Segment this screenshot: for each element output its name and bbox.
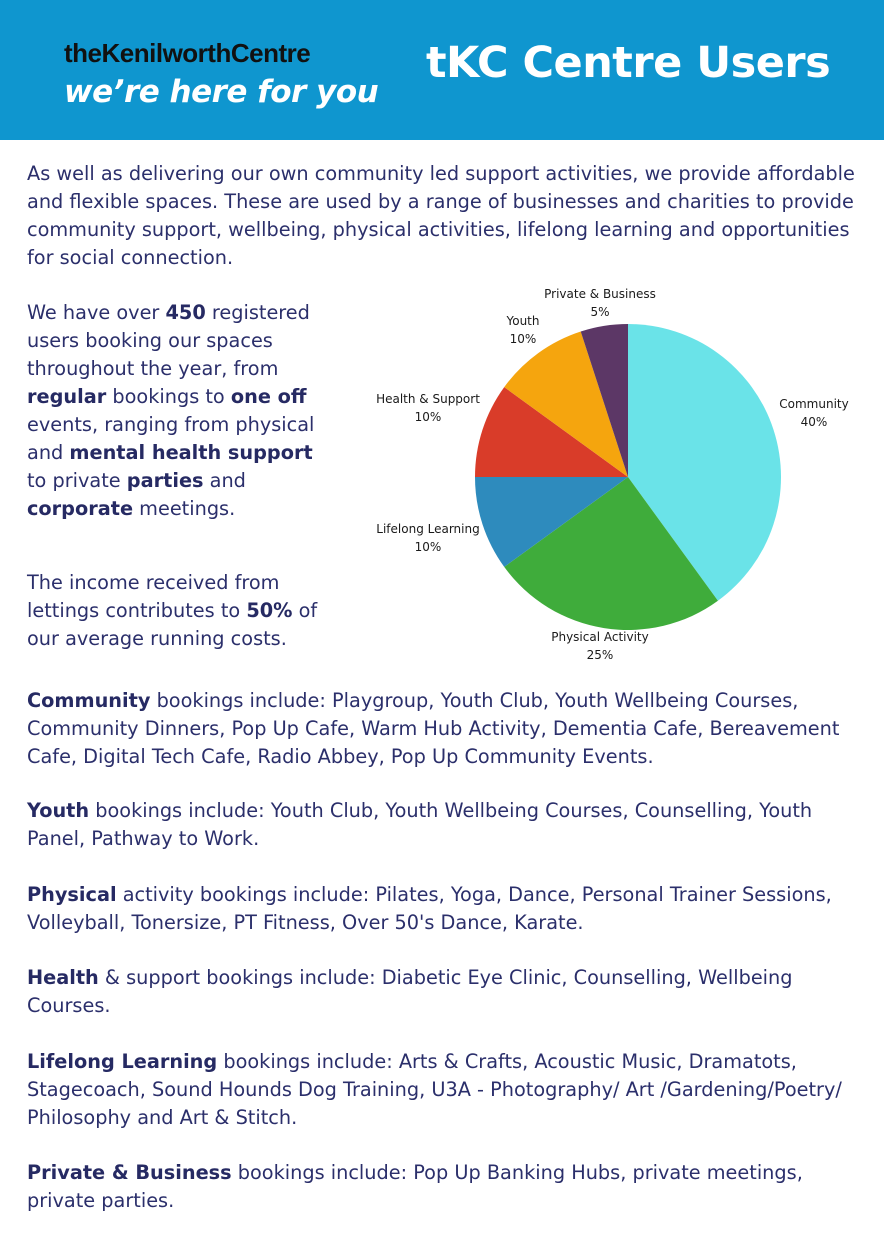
community-text: bookings include: Playgroup, Youth Club, Youth Wellbeing Courses, Community Dinners, Pop Up Cafe, Warm Hub Activity, Dementia Cafe, Bereavement Cafe, Digital Tech Cafe, Radio Abbey, Pop Up Community Events. — [27, 689, 840, 768]
health-heading: Health — [27, 966, 99, 989]
pie-label-private-business: Private & Business — [544, 287, 656, 301]
health-bookings-paragraph — [27, 964, 857, 1020]
users-bold-mental-health: mental health support — [69, 441, 313, 464]
intro-paragraph: As well as delivering our own community led support activities, we provide affordable and flexible spaces. These are used by a range of businesses and charities to provide community support, wellbeing, physical activities, lifelong learning and opportunities for social connection. — [27, 162, 855, 269]
pie-value-youth: 10% — [509, 332, 537, 346]
health-text: & support bookings include: Diabetic Eye Clinic, Counselling, Wellbeing Courses. — [27, 966, 793, 1017]
pie-label-health-support: Health & Support — [376, 392, 480, 406]
physical-bookings-paragraph — [27, 881, 857, 937]
lifelong-heading: Lifelong Learning — [27, 1050, 218, 1073]
private-heading: Private & Business — [27, 1161, 232, 1184]
community-bookings-paragraph — [27, 687, 857, 771]
private-text: bookings include: Pop Up Banking Hubs, private meetings, private parties. — [27, 1161, 803, 1212]
pie-value-private-business: 5% — [590, 305, 610, 319]
users-text-3: bookings to — [106, 385, 231, 408]
users-text-2: registered users booking our spaces throughout the year, from — [27, 301, 310, 380]
users-text-7: meetings. — [133, 497, 236, 520]
users-text-1: We have over — [27, 301, 166, 324]
users-text-6: and — [203, 469, 246, 492]
users-text-5: to private — [27, 469, 127, 492]
pie-value-community: 40% — [800, 415, 828, 429]
pie-label-community: Community — [779, 397, 849, 411]
users-bold-corporate: corporate — [27, 497, 134, 520]
youth-heading: Youth — [27, 799, 90, 822]
pie-value-lifelong-learning: 10% — [414, 540, 442, 554]
community-heading: Community — [27, 689, 151, 712]
users-bold-one-off: one off — [230, 385, 307, 408]
youth-text: bookings include: Youth Club, Youth Wellbeing Courses, Counselling, Youth Panel, Pathway to Work. — [27, 799, 813, 850]
physical-heading: Physical — [27, 883, 117, 906]
pie-value-physical-activity: 25% — [586, 648, 614, 662]
page-title: tKC Centre Users — [426, 38, 831, 88]
logo-name: theKenilworthCentre — [64, 38, 311, 68]
income-text-2: of our average running costs. — [27, 599, 318, 650]
youth-bookings-paragraph — [27, 797, 857, 853]
users-bold-parties: parties — [126, 469, 204, 492]
pie-value-health-support: 10% — [414, 410, 442, 424]
income-text-1: The income received from lettings contributes to — [27, 571, 280, 622]
physical-text: activity bookings include: Pilates, Yoga, Dance, Personal Trainer Sessions, Volleyball, Tonersize, PT Fitness, Over 50's Dance, Karate. — [27, 883, 832, 934]
lifelong-text: bookings include: Arts & Crafts, Acoustic Music, Dramatots, Stagecoach, Sound Hounds Dog Training, U3A - Photography/ Art /Gardening/Poetry/ Philosophy and Art & Stitch. — [27, 1050, 842, 1129]
users-text-4: events, ranging from physical and — [27, 413, 315, 464]
income-percent: 50% — [246, 599, 293, 622]
users-bold-regular: regular — [27, 385, 107, 408]
pie-label-lifelong-learning: Lifelong Learning — [376, 522, 480, 536]
logo-tagline: we’re here for you — [64, 74, 379, 110]
pie-label-physical-activity: Physical Activity — [551, 630, 649, 644]
pie-label-youth: Youth — [506, 314, 540, 328]
private-bookings-paragraph — [27, 1159, 857, 1215]
lifelong-bookings-paragraph — [27, 1048, 857, 1132]
users-count: 450 — [165, 301, 206, 324]
